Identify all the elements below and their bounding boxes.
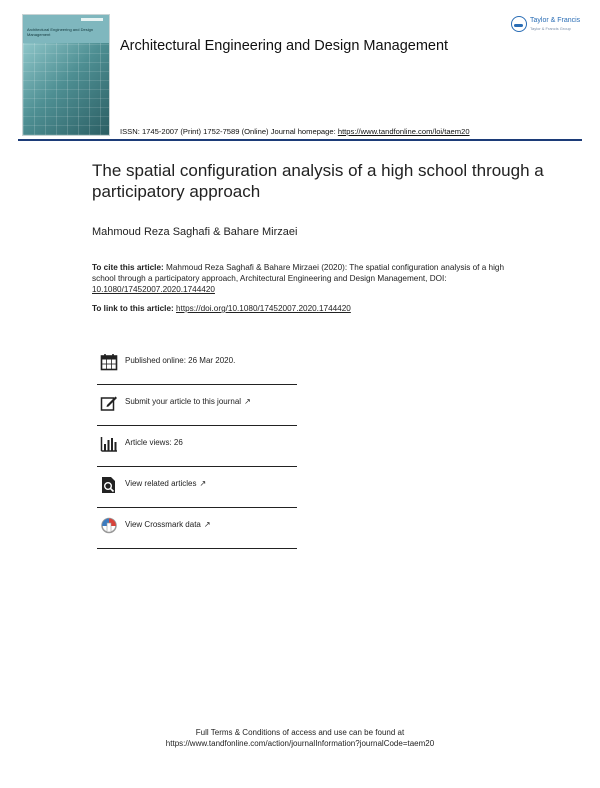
citation-label: To cite this article: — [92, 263, 164, 272]
header-divider — [18, 139, 582, 141]
footer-terms-text: Full Terms & Conditions of access and use can be found at — [195, 728, 405, 737]
article-info-list — [97, 344, 297, 549]
citation-block — [92, 262, 512, 295]
article-title: The spatial configuration analysis of a high school through a participatory approach — [92, 161, 544, 201]
publisher-name: Taylor & Francis — [530, 17, 581, 24]
related-articles-link[interactable] — [125, 479, 206, 488]
article-link-line — [92, 304, 351, 313]
crossmark-link[interactable] — [125, 520, 211, 529]
cover-building-photo — [23, 43, 109, 135]
article-authors: Mahmoud Reza Saghafi & Bahare Mirzaei — [92, 226, 298, 238]
journal-title: Architectural Engineering and Design Management — [120, 38, 449, 54]
article-link-label: To link to this article: — [92, 304, 174, 313]
submit-article-link[interactable] — [125, 397, 251, 406]
article-doi-link[interactable]: https://doi.org/10.1080/17452007.2020.1744420 — [176, 304, 351, 313]
cover-publisher-mark — [81, 18, 103, 21]
citation-text: Mahmoud Reza Saghafi & Bahare Mirzaei (2020): The spatial configuration analysis of a high school through a participatory approach, Architectural Engineering and Design Management, DOI: — [92, 263, 505, 283]
published-online-text: Published online: 26 Mar 2020. — [125, 356, 236, 365]
citation-doi-link[interactable]: 10.1080/17452007.2020.1744420 — [92, 285, 215, 294]
related-articles-text: View related articles — [125, 479, 197, 488]
edit-icon — [100, 394, 118, 412]
journal-cover-image — [22, 14, 110, 136]
footer-terms-link[interactable]: https://www.tandfonline.com/action/journalInformation?journalCode=taem20 — [165, 739, 435, 748]
related-articles-icon — [100, 476, 118, 494]
submit-article-text: Submit your article to this journal — [125, 397, 242, 406]
crossmark-item[interactable] — [97, 508, 297, 549]
article-views-item — [97, 426, 297, 467]
crossmark-text: View Crossmark data — [125, 520, 201, 529]
related-articles-item[interactable] — [97, 467, 297, 508]
external-link-icon: ↗ — [244, 397, 251, 406]
publisher-logo[interactable] — [511, 16, 583, 38]
cover-title: Architectural Engineering and Design Management — [27, 27, 94, 37]
crossmark-icon — [100, 517, 118, 535]
issn-text: ISSN: 1745-2007 (Print) 1752-7589 (Online) Journal homepage: — [120, 127, 336, 136]
external-link-icon: ↗ — [203, 520, 211, 529]
publisher-subname: Taylor & Francis Group — [530, 26, 571, 31]
external-link-icon: ↗ — [199, 479, 207, 488]
published-online-item — [97, 344, 297, 385]
submit-article-item[interactable] — [97, 385, 297, 426]
issn-line — [120, 127, 470, 136]
journal-homepage-link[interactable]: https://www.tandfonline.com/loi/taem20 — [337, 127, 470, 136]
bar-chart-icon — [100, 435, 118, 453]
publisher-logo-icon — [511, 16, 527, 32]
article-views-text: Article views: 26 — [125, 438, 183, 447]
calendar-icon — [100, 353, 118, 371]
